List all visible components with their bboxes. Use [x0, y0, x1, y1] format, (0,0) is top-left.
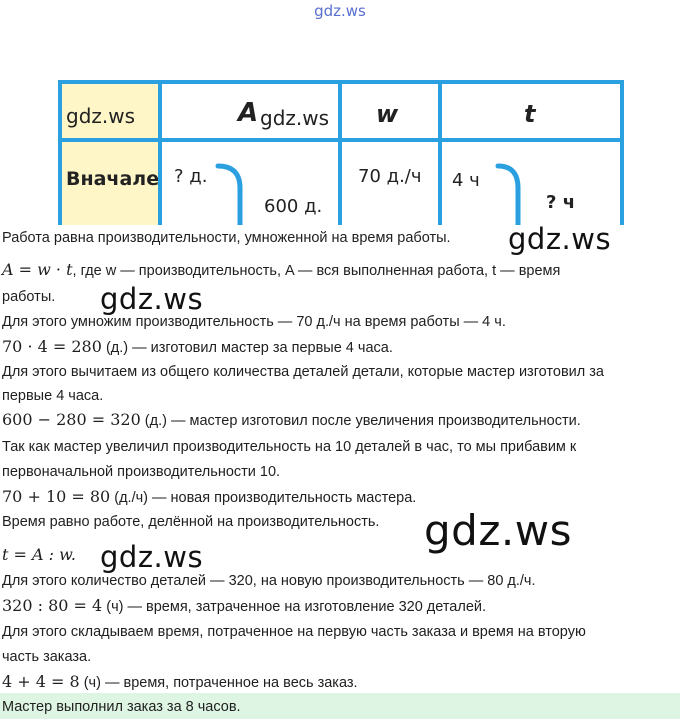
watermark: gdz.ws	[508, 222, 612, 256]
text: (д.) — мастер изготовил после увеличения производительности.	[140, 413, 581, 429]
text-line-formula	[2, 337, 393, 358]
table-cell-total: 600 д.	[264, 196, 323, 217]
answer-text: Мастер выполнил заказ за 8 часов.	[2, 699, 241, 715]
watermark: gdz.ws	[100, 282, 204, 316]
table-header-a-watermark: gdz.ws	[260, 106, 330, 130]
text-line: Для этого складываем время, потраченное на первую часть заказа и время на вторую	[2, 624, 586, 640]
text: (ч) — время, потраченное на весь заказ.	[79, 675, 358, 691]
text-line-formula	[2, 260, 560, 281]
formula: 70 + 10 = 80	[2, 487, 111, 506]
text-line: Для этого вычитаем из общего количества деталей детали, которые мастер изготовил за	[2, 364, 604, 380]
text-line-formula	[2, 410, 581, 431]
text-line: Время равно работе, делённой на производительность.	[2, 514, 380, 530]
watermark: gdz.ws	[100, 540, 204, 574]
text-line: первые 4 часа.	[2, 388, 104, 404]
text-line: работы.	[2, 289, 56, 305]
table-cell-a-value: ? д.	[174, 166, 208, 187]
watermark: gdz.ws	[424, 506, 572, 555]
text-line: первоначальной производительности 10.	[2, 464, 281, 480]
formula: 320 : 80 = 4	[2, 596, 103, 615]
text-line: часть заказа.	[2, 649, 92, 665]
text: (д.) — изготовил мастер за первые 4 часа.	[101, 340, 393, 356]
text: (д./ч) — новая производительность мастера.	[110, 490, 417, 506]
formula: A = w · t	[2, 260, 73, 279]
text-line: Для этого количество деталей — 320, на новую производительность — 80 д./ч.	[2, 573, 536, 589]
text-line-formula	[2, 596, 486, 617]
text-line-formula	[2, 672, 358, 693]
table-image	[58, 80, 624, 225]
table-cell-t-value: 4 ч	[452, 170, 480, 191]
table-header-t-label: t	[524, 100, 536, 128]
table-header-w-label: w	[376, 100, 399, 128]
text: , где w — производительность, A — вся выполненная работа, t — время	[72, 263, 561, 279]
text: (ч) — время, затраченное на изготовление 320 деталей.	[102, 599, 487, 615]
table-cell-w-value: 70 д./ч	[358, 166, 422, 187]
brace-curve-icon	[58, 80, 624, 225]
formula: 70 · 4 = 280	[2, 337, 102, 356]
text-line: Работа равна производительности, умноженной на время работы.	[2, 230, 451, 246]
table-cell-t-total: ? ч	[546, 192, 576, 213]
watermark-top: gdz.ws	[314, 2, 366, 20]
formula: 600 − 280 = 320	[2, 410, 141, 429]
table-header-a-label: A	[238, 98, 259, 128]
text-line-formula	[2, 487, 416, 508]
text-line: Для этого умножим производительность — 70 д./ч на время работы — 4 ч.	[2, 314, 506, 330]
table-row-label: Вначале	[66, 168, 160, 190]
formula: t = A : w.	[2, 545, 77, 564]
text-line: Так как мастер увеличил производительность на 10 деталей в час, то мы прибавим к	[2, 439, 577, 455]
table-header-watermark: gdz.ws	[66, 104, 136, 128]
formula: 4 + 4 = 8	[2, 672, 80, 691]
text-line-formula	[2, 545, 76, 566]
